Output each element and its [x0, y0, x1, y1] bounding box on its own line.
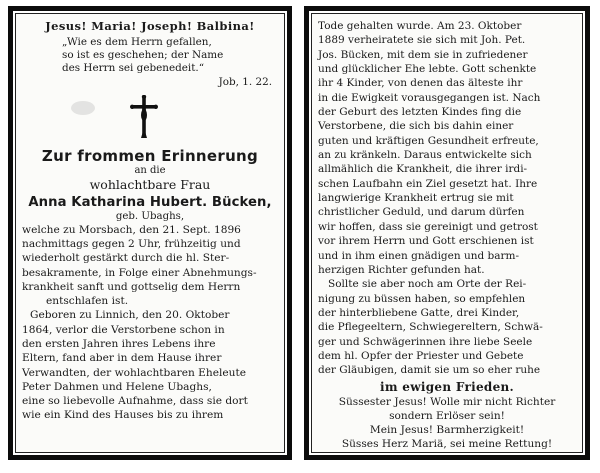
quote-citation: Job, 1. 22. [218, 75, 272, 88]
body-line: wiederholt gestärkt durch die hl. Ster- [22, 252, 230, 265]
body-line: Verstorbene, die sich bis dahin einer [318, 120, 514, 133]
body-line: schen Laufbahn ein Ziel gesetzt hat. Ihre [318, 177, 538, 190]
quote-line: des Herrn sei gebenedeit.“ [62, 62, 205, 75]
card-title: Zur frommen Erinnerung [41, 146, 259, 165]
body-line: 1864, verlor die Verstorbene schon in [22, 323, 225, 336]
body-line: Eltern, fand aber in dem Hause ihrer [22, 352, 222, 365]
body-line: Tode gehalten wurde. Am 23. Oktober [318, 20, 522, 32]
body-line: herzigen Richter gefunden hat. [318, 263, 485, 276]
body-line: ihr 4 Kinder, von denen das älteste ihr [318, 77, 523, 90]
deceased-name: Anna Katharina Hubert. Bücken, [28, 194, 272, 210]
body-line: in die Ewigkeit vorausgegangen ist. Nach [318, 91, 541, 104]
cross-area [22, 95, 278, 141]
body-line: Jos. Bücken, mit dem sie in zufriedener [318, 48, 528, 61]
prayer-line: Mein Jesus! Barmherzigkeit! [369, 424, 525, 437]
body-line: der Gläubigen, damit sie um so eher ruhe [318, 364, 541, 377]
body-line: und glücklicher Ehe lebte. Gott schenkte [318, 63, 537, 76]
body-line: allmählich die Krankheit, die ihrer irdi- [318, 163, 528, 176]
body-line: nachmittags gegen 2 Uhr, frühzeitig und [22, 237, 241, 250]
body-line: guten und kräftigen Gesundheit erfreute, [318, 134, 539, 147]
maiden-name: geb. Ubaghs, [115, 210, 185, 222]
honorific-line: wohlachtbare Frau [89, 176, 211, 192]
eternal-peace-heading: im ewigen Frieden. [379, 379, 515, 394]
body-line: wie ein Kind des Hauses bis zu ihrem [22, 409, 224, 422]
prayer-line: Süssester Jesus! Wolle mir nicht Richter [338, 395, 556, 408]
body-line: Peter Dahmen und Helene Ubaghs, [22, 380, 212, 393]
crucifix-icon [130, 95, 158, 139]
body-line: entschlafen ist. [46, 295, 129, 308]
body-line: den ersten Jahren ihres Lebens ihre [22, 337, 216, 350]
body-line: vor ihrem Herrn und Gott erschienen ist [318, 235, 534, 248]
body-line: 1889 verheiratete sie sich mit Joh. Pet. [318, 34, 526, 47]
body-line: christlicher Geduld, und darum dürfen [318, 206, 525, 219]
body-line: Geboren zu Linnich, den 20. Oktober [30, 309, 230, 322]
prayer-line: Süsses Herz Mariä, sei meine Rettung! [341, 438, 553, 451]
body-line: die Pflegeeltern, Schwiegereltern, Schwä- [318, 321, 543, 334]
body-line: Verwandten, der wohlachtbaren Eheleute [22, 366, 247, 379]
body-line: krankheit sanft und gottselig dem Herrn [22, 280, 241, 293]
body-line: der hinterbliebene Gatte, drei Kinder, [318, 306, 520, 319]
body-line: dem hl. Opfer der Priester und Gebete [318, 349, 524, 362]
body-line: ger und Schwägerinnen ihre liebe Seele [318, 335, 533, 348]
left-body-text [22, 223, 278, 423]
right-card-panel [304, 6, 590, 460]
right-body-text [318, 19, 576, 378]
an-die-text: an die [134, 164, 166, 176]
left-card-panel [8, 6, 292, 460]
body-line: langwierige Krankheit ertrug sie mit [318, 192, 514, 205]
quote-line: „Wie es dem Herrn gefallen, [62, 36, 212, 48]
body-line: der Geburt des letzten Kindes fing die [318, 106, 522, 119]
body-line: nigung zu büssen haben, so empfehlen [318, 292, 526, 305]
body-line: besakramente, in Folge einer Abnehmungs- [22, 266, 257, 279]
body-line: und in ihm einen gnädigen und barm- [318, 249, 520, 262]
prayer-line: sondern Erlöser sein! [389, 409, 505, 422]
body-line: Sollte sie aber noch am Orte der Rei- [328, 278, 527, 291]
body-line: welche zu Morsbach, den 21. Sept. 1896 [22, 223, 241, 236]
body-line: eine so liebevolle Aufnahme, dass sie dort [22, 395, 248, 408]
body-line: an zu kränkeln. Daraus entwickelte sich [318, 149, 532, 162]
quote-line: so ist es geschehen; der Name [62, 49, 224, 62]
invocation-header: Jesus! Maria! Joseph! Balbina! [45, 19, 255, 33]
body-line: wir hoffen, dass sie gereinigt und getrost [318, 220, 538, 233]
bible-quote [22, 36, 278, 76]
